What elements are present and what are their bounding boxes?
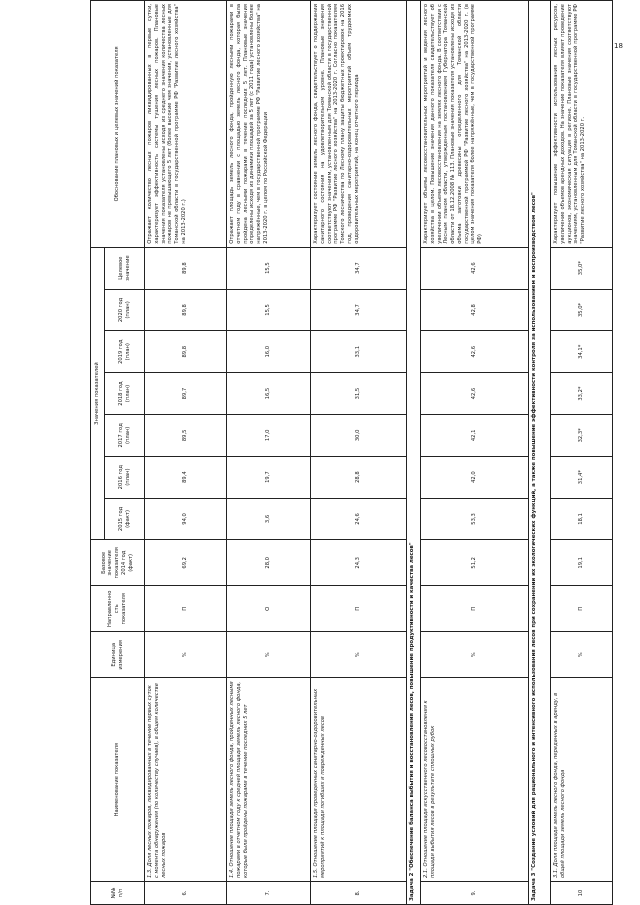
value-cell: 89,8 (145, 331, 227, 373)
value-cell: 42,8 (421, 289, 529, 331)
value-cell: 15,5 (227, 289, 311, 331)
value-cell: 31,5 (311, 373, 407, 415)
rotated-table-sheet (90, 0, 620, 905)
base-value: 28,0 (227, 540, 311, 586)
value-cell: 89,4 (145, 456, 227, 498)
value-cell: 17,0 (227, 414, 311, 456)
table-row (551, 1, 613, 905)
unit-cell: % (145, 632, 227, 678)
value-cell: 33,2* (551, 373, 613, 415)
value-cell: 42,6 (421, 331, 529, 373)
header-base: Базовое значение показателя 2014 год (факт) (91, 540, 145, 586)
value-cell: 28,8 (311, 456, 407, 498)
value-cell: 16,5 (227, 373, 311, 415)
base-value: 51,2 (421, 540, 529, 586)
value-cell: 34,7 (311, 289, 407, 331)
page-number: 18 (614, 42, 623, 50)
row-num: 8. (311, 882, 407, 905)
header-name: Наименование показателя (91, 678, 145, 882)
value-cell: 30,0 (311, 414, 407, 456)
target-value: 15,5 (227, 247, 311, 289)
table-row (145, 1, 227, 905)
indicator-name: 1.5. Отношение площади проведенных санитарно-оздоровительных мероприятий к площади погибших и поврежденных лесов (311, 678, 407, 882)
task-row (407, 1, 421, 905)
value-cell: 33,1 (311, 331, 407, 373)
value-cell: 31,4* (551, 456, 613, 498)
header-justification: Обоснование плановых и целевых значений показателя (91, 1, 145, 248)
indicator-name: 1.4. Отношение площади земель лесного фонда, пройденных лесными пожарами в отчетном году к средней площади земель лесного фонда, которые были пройдены пожарами в течение последних 5 лет (227, 678, 311, 882)
value-cell: 18,1 (551, 498, 613, 540)
justification-text: Характеризует повышение эффективности использования лесных ресурсов, увеличение объемов арендных доходов. На значение показателя влияет проведение аукционов, экономическая ситуация в регионе. Плановые значения соответствуют значениям, установленным для Томанской области в государственной программе РФ "Развитие лесного хозяйства" на 2013-2020 г. (551, 1, 613, 248)
direction-cell: О (227, 586, 311, 632)
justification-text: Характеризует объемы лесовосстановительных мероприятий и ведения лесного хозяйства в целом. Повышение значения данного показателя свидетельствует об увеличении объема лесовосстановления на землях лесного фонда. В соответствии с Лесным планом области, утвержденным постановлением Губернатора Томанской области от 18.12.2008 № 113. Плановые значения показателя установлены исходя из объема заготовки древесины определенного для Томанской области государственной программой РФ "Развитие лесного хозяйства" на 2013-2020 г. (в целом значения показателя более напряжённые, чем в государственной программе РФ) (421, 1, 529, 248)
value-cell: 89,5 (145, 414, 227, 456)
direction-cell: П (145, 586, 227, 632)
unit-cell: % (421, 632, 529, 678)
justification-text: Характеризует состояние земель лесного фонда, свидетельствует о поддержании санитарного состояния на удовлетворительном уровне. Плановые значения соответствуют значениям, установленным для Томанской области в государственной программе РФ "Развитие лесного хозяйства" на 2013-2020 г. Согласно показателям Томского лесничества по Лесному плану защиты бюджетных проектировок на 2016 год, проведения санитарно-оздоровительных мероприятий объем трудоемких оздоровительных мероприятий, на конец отчетного периода (311, 1, 407, 248)
header-num: №№ п/п (91, 882, 145, 905)
value-cell: 16,0 (227, 331, 311, 373)
table-row (227, 1, 311, 905)
header-target: Целевое значение (105, 247, 145, 289)
direction-cell: П (421, 586, 529, 632)
header-year: 2015 год (факт) (105, 498, 145, 540)
value-cell: 34,1* (551, 331, 613, 373)
value-cell: 24,6 (311, 498, 407, 540)
justification-text: Отражает количество лесных пожаров ликвидированных в первые сутки, характеризует эффективность системы тушения лесных пожаров. Плановые значения показателя установлены исходя из среднего значения количества лесных пожаров не превышающего 5 лет (более высокие чем значения, установленные для Томанской области в государственной программе РФ "Развитие лесного хозяйства" на 2013-2020 г.) (145, 1, 227, 248)
header-direction: Направленность показателя (91, 586, 145, 632)
unit-cell: % (227, 632, 311, 678)
table-row (421, 1, 529, 905)
base-value: 19,1 (551, 540, 613, 586)
indicator-name: 2.1. Отношение площади искусственного лесовосстановления к площади выбытия лесов в результате сплошных рубок (421, 678, 529, 882)
indicator-name: 1.3. Доля лесных пожаров, ликвидированных в течение первых суток с момента обнаружения (по количеству случаев), в общем количестве лесных пожаров (145, 678, 227, 882)
value-cell: 3,6 (227, 498, 311, 540)
header-values-group: Значения показателей (91, 247, 105, 540)
row-num: 7. (227, 882, 311, 905)
row-num: 6. (145, 882, 227, 905)
table-row (311, 1, 407, 905)
value-cell: 42,6 (421, 373, 529, 415)
value-cell: 89,8 (145, 289, 227, 331)
header-year: 2016 год (план) (105, 456, 145, 498)
direction-cell: П (551, 586, 613, 632)
indicator-name: 3.1. Доля площади земель лесного фонда, переданных в аренду, в общей площади земель лесного фонда (551, 678, 613, 882)
direction-cell: П (311, 586, 407, 632)
target-value: 42,6 (421, 247, 529, 289)
value-cell: 53,3 (421, 498, 529, 540)
base-value: 24,3 (311, 540, 407, 586)
base-value: 69,2 (145, 540, 227, 586)
unit-cell: % (311, 632, 407, 678)
value-cell: 32,3* (551, 414, 613, 456)
row-num: 9. (421, 882, 529, 905)
value-cell: 35,0* (551, 289, 613, 331)
header-unit: Единица измерения (91, 632, 145, 678)
value-cell: 19,7 (227, 456, 311, 498)
target-value: 89,8 (145, 247, 227, 289)
target-value: 34,7 (311, 247, 407, 289)
task-3-heading: Задача 3 "Создание условий для рационального и интенсивного использования лесов при сохранении их экологических функций, а также повышение эффективности контроля за использованием и воспроизводством лесов" (529, 1, 551, 905)
value-cell: 94,0 (145, 498, 227, 540)
value-cell: 42,0 (421, 456, 529, 498)
indicators-table (90, 0, 613, 905)
task-row (529, 1, 551, 905)
task-2-heading: Задача 2 "Обеспечение баланса выбытия и восстановления лесов, повышение продуктивности и качества лесов" (407, 1, 421, 905)
target-value: 35,0* (551, 247, 613, 289)
header-year: 2018 год (план) (105, 373, 145, 415)
value-cell: 42,1 (421, 414, 529, 456)
header-year: 2020 год (план) (105, 289, 145, 331)
header-year: 2017 год (план) (105, 414, 145, 456)
row-num: 10 (551, 882, 613, 905)
justification-text: Отражает площадь земель лесного фонда, пройденную лесными пожарами в отчетном году в сравнении с площадью земель лесного фонда, которая была пройдена лесными пожарами в течение последних 5 лет. Плановые значения определены исходя из динамики площадей за 5 лет (с 2011 года) установлены более напряжённые, чем в государственной программе РФ "Развитие лесного хозяйства" на 2013-2020 г. в целом по Российской Федерации (227, 1, 311, 248)
value-cell: 89,7 (145, 373, 227, 415)
unit-cell: % (551, 632, 613, 678)
header-year: 2019 год (план) (105, 331, 145, 373)
